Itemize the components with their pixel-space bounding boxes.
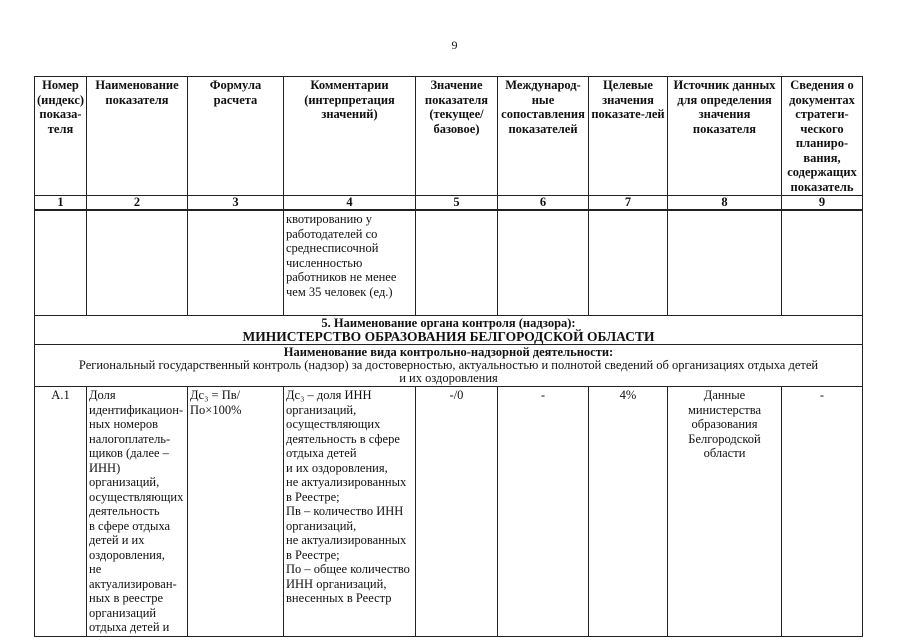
indicator-comment: Дс₃ – доля ИНН организаций, осуществляющих деятельность в сфере отдыха детей и их оздоровления, не актуализированных в Реестре; Пв – количество ИНН организаций, не актуализированных в Реестре; По – общее количество ИНН организаций, внесенных в Реестр <box>284 387 416 637</box>
indicator-name: Доля идентификацион- ных номеров налогоплатель- щиков (далее – ИНН) организаций, осуществляющих деятельность в сфере отдыха детей и их оздоровления, не актуализирован- ных в реестре организаций отдыха детей и <box>87 387 188 637</box>
continuation-row <box>35 210 863 316</box>
col-header-name: Наименование показателя <box>87 77 188 196</box>
col-header-documents: Сведения о документах стратеги-ческого планиро-вания, содержащих показатель <box>782 77 863 196</box>
column-number: 2 <box>87 196 188 211</box>
control-organ-section <box>35 316 863 345</box>
table-row <box>35 387 863 637</box>
col-header-formula: Формула расчета <box>188 77 284 196</box>
column-number: 6 <box>498 196 589 211</box>
column-number: 8 <box>668 196 782 211</box>
activity-row <box>35 345 863 387</box>
column-number: 4 <box>284 196 416 211</box>
col-header-value: Значение показателя (текущее/ базовое) <box>416 77 498 196</box>
indicator-international: - <box>498 387 589 637</box>
section-row <box>35 316 863 345</box>
indicator-formula: Дс₃ = Пв/По×100% <box>188 387 284 637</box>
indicator-documents: - <box>782 387 863 637</box>
column-number: 9 <box>782 196 863 211</box>
continuation-comment: квотированию у работодателей со среднесписочной численностью работников не менее чем 35 человек (ед.) <box>284 210 416 316</box>
col-header-source: Источник данных для определения значения показателя <box>668 77 782 196</box>
indicator-value: -/0 <box>416 387 498 637</box>
section-heading: 5. Наименование органа контроля (надзора): <box>321 316 576 330</box>
activity-section <box>35 345 863 387</box>
page-number: 9 <box>451 38 458 52</box>
header-row <box>35 77 863 196</box>
column-number: 7 <box>589 196 668 211</box>
col-header-international: Международ-ные сопоставления показателей <box>498 77 589 196</box>
activity-text: Региональный государственный контроль (надзор) за достоверностью, актуальностью и полнотой сведений об организациях отдыха детей и их оздоровления <box>78 358 819 385</box>
col-header-comments: Комментарии (интерпретация значений) <box>284 77 416 196</box>
organ-name: МИНИСТЕРСТВО ОБРАЗОВАНИЯ БЕЛГОРОДСКОЙ ОБЛАСТИ <box>242 329 655 344</box>
column-number: 5 <box>416 196 498 211</box>
column-numbers-row <box>35 196 863 211</box>
column-number: 3 <box>188 196 284 211</box>
indicators-table <box>34 76 863 637</box>
activity-heading: Наименование вида контрольно-надзорной деятельности: <box>283 345 614 359</box>
col-header-index: Номер (индекс) показа-теля <box>35 77 87 196</box>
column-number: 1 <box>35 196 87 211</box>
indicator-index: А.1 <box>35 387 87 637</box>
indicator-source: Данные министерства образования Белгородской области <box>668 387 782 637</box>
col-header-target: Целевые значения показате-лей <box>589 77 668 196</box>
indicator-target: 4% <box>589 387 668 637</box>
